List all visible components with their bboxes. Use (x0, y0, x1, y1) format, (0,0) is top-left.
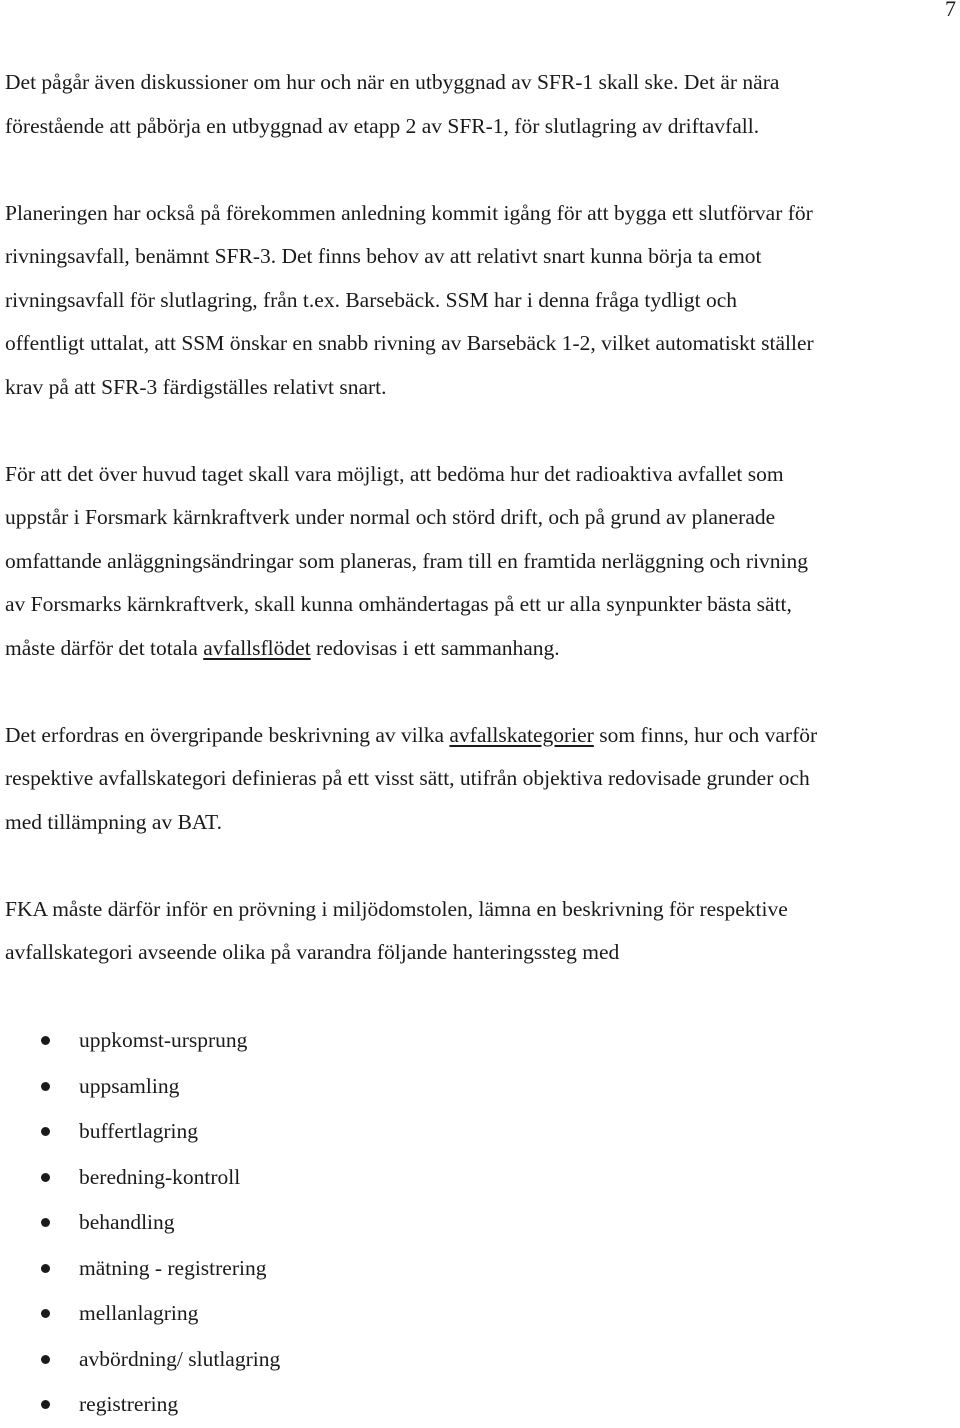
text-line: offentligt uttalat, att SSM önskar en snabb rivning av Barsebäck 1-2, vilket automatiskt ställer (5, 331, 814, 355)
text-line: av Forsmarks kärnkraftverk, skall kunna omhändertagas på ett ur alla synpunkter bästa sätt, (5, 592, 792, 616)
bullet-icon (41, 1400, 50, 1409)
bullet-icon (41, 1082, 50, 1091)
text-line: Planeringen har också på förekommen anledning kommit igång för att bygga ett slutförvar för (5, 200, 813, 225)
text-line: FKA måste därför inför en prövning i miljödomstolen, lämna en beskrivning för respektive (5, 896, 788, 921)
list-item (5, 1155, 957, 1201)
bullet-icon (41, 1309, 50, 1318)
text-segment: redovisas i ett sammanhang. (310, 635, 560, 660)
text-segment: som finns, hur och varför (593, 722, 818, 747)
text-line: med tillämpning av BAT. (5, 809, 222, 834)
list-item-label: mätning - registrering (79, 1255, 267, 1280)
text-line: För att det över huvud taget skall vara möjligt, att bedöma hur det radioaktiva avfallet som (5, 461, 784, 486)
list-item (5, 1018, 957, 1064)
underlined-term-avfallskategorier: avfallskategorier (449, 722, 594, 747)
bullet-icon (41, 1355, 50, 1364)
list-item-label: uppsamling (79, 1073, 180, 1098)
list-item-label: behandling (79, 1210, 175, 1234)
list-item (5, 1200, 957, 1246)
list-item-label: avbördning/ slutlagring (79, 1346, 281, 1371)
text-line: omfattande anläggningsändringar som planeras, fram till en framtida nerläggning och rivning (5, 548, 809, 573)
text-line: avfallskategori avseende olika på varandra följande hanteringssteg med (5, 940, 620, 964)
paragraph-sfr1-expansion (5, 61, 957, 148)
bullet-icon (41, 1173, 50, 1182)
text-line: rivningsavfall för slutlagring, från t.ex. Barsebäck. SSM har i denna fråga tydligt och (5, 287, 737, 312)
list-item (5, 1291, 957, 1337)
text-line: respektive avfallskategori definieras på ett visst sätt, utifrån objektiva redovisade grunder och (5, 766, 810, 790)
text-line (5, 714, 957, 758)
list-item-label: uppkomst-ursprung (79, 1028, 248, 1052)
document-body (5, 61, 957, 1428)
underlined-term-avfallsflodet: avfallsflödet (203, 635, 311, 660)
list-item-label: mellanlagring (79, 1301, 199, 1325)
handling-steps-list (5, 1018, 957, 1428)
text-segment: måste därför det totala (5, 635, 204, 660)
page-number: 7 (945, 0, 956, 21)
list-item (5, 1246, 957, 1292)
text-line: förestående att påbörja en utbyggnad av etapp 2 av SFR-1, för slutlagring av driftavfall. (5, 113, 760, 138)
list-item-label: registrering (79, 1392, 179, 1416)
bullet-icon (41, 1218, 50, 1227)
paragraph-waste-flow (5, 453, 957, 671)
paragraph-fka-requirement (5, 888, 957, 975)
text-line: uppstår i Forsmark kärnkraftverk under normal och störd drift, och på grund av planerade (5, 505, 776, 529)
list-item-label: beredning-kontroll (79, 1164, 241, 1189)
bullet-icon (41, 1127, 50, 1136)
text-line: krav på att SFR-3 färdigställes relativt snart. (5, 374, 387, 399)
bullet-icon (41, 1036, 50, 1045)
bullet-icon (41, 1264, 50, 1273)
list-item (5, 1109, 957, 1155)
text-line (5, 627, 957, 671)
paragraph-sfr3-planning (5, 192, 957, 410)
text-segment: Det erfordras en övergripande beskrivning av vilka (5, 722, 450, 747)
text-line: Det pågår även diskussioner om hur och när en utbyggnad av SFR-1 skall ske. Det är nära (5, 70, 780, 94)
text-line: rivningsavfall, benämnt SFR-3. Det finns behov av att relativt snart kunna börja ta emot (5, 244, 762, 268)
paragraph-waste-categories (5, 714, 957, 845)
list-item (5, 1337, 957, 1383)
list-item (5, 1064, 957, 1110)
list-item-label: buffertlagring (79, 1119, 199, 1143)
list-item (5, 1382, 957, 1428)
